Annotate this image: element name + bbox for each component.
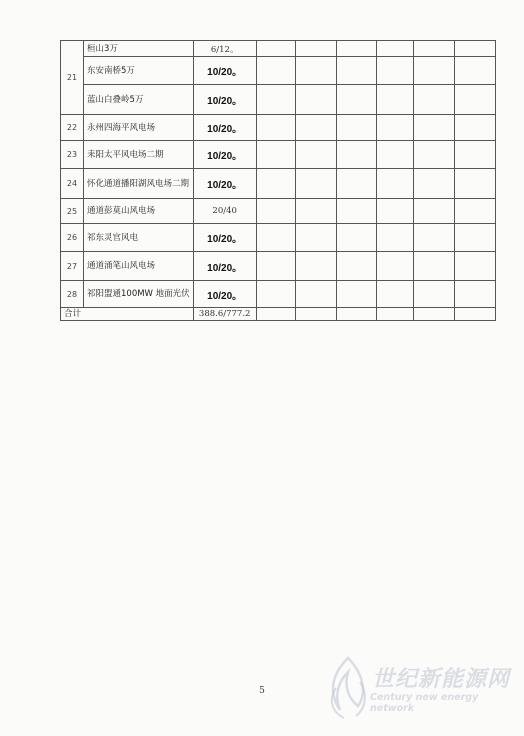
empty-cell (454, 281, 495, 308)
empty-cell (454, 252, 495, 281)
empty-cell (454, 169, 495, 199)
flame-logo-icon (318, 652, 378, 724)
empty-cell (336, 57, 376, 85)
project-name: 通道彭莫山风电场 (84, 199, 194, 224)
empty-cell (413, 141, 454, 169)
empty-cell (336, 41, 376, 57)
empty-cell (376, 281, 413, 308)
project-name: 祁东灵官风电 (84, 224, 194, 252)
capacity-value: 10/20。 (193, 115, 256, 141)
empty-cell (376, 169, 413, 199)
empty-cell (376, 141, 413, 169)
empty-cell (256, 57, 295, 85)
row-number: 28 (61, 281, 84, 308)
empty-cell (256, 252, 295, 281)
capacity-value: 10/20。 (193, 281, 256, 308)
empty-cell (336, 308, 376, 321)
empty-cell (336, 224, 376, 252)
capacity-value: 10/20。 (193, 85, 256, 115)
empty-cell (295, 141, 336, 169)
empty-cell (295, 252, 336, 281)
empty-cell (413, 57, 454, 85)
empty-cell (454, 85, 495, 115)
empty-cell (454, 57, 495, 85)
watermark (318, 652, 518, 724)
empty-cell (256, 115, 295, 141)
empty-cell (295, 224, 336, 252)
empty-cell (454, 199, 495, 224)
project-name: 永州四海平风电场 (84, 115, 194, 141)
empty-cell (413, 169, 454, 199)
table-row (61, 115, 496, 141)
project-name: 蓝山白叠岭5万 (84, 85, 194, 115)
empty-cell (454, 224, 495, 252)
empty-cell (336, 141, 376, 169)
empty-cell (256, 141, 295, 169)
capacity-value: 10/20。 (193, 141, 256, 169)
total-label: 合计 (61, 308, 194, 321)
empty-cell (376, 224, 413, 252)
watermark-subtitle: Century new energy network (370, 692, 479, 714)
row-number: 21 (61, 41, 84, 115)
empty-cell (413, 199, 454, 224)
empty-cell (336, 115, 376, 141)
empty-cell (256, 85, 295, 115)
empty-cell (413, 41, 454, 57)
empty-cell (376, 57, 413, 85)
capacity-value: 10/20。 (193, 224, 256, 252)
watermark-title: 世纪新能源网 (372, 667, 511, 692)
project-name: 怀化通道播阳湖风电场二期 (84, 169, 194, 199)
empty-cell (336, 252, 376, 281)
empty-cell (336, 199, 376, 224)
project-name: 桓山3万 (84, 41, 194, 57)
empty-cell (256, 169, 295, 199)
empty-cell (376, 85, 413, 115)
empty-cell (336, 85, 376, 115)
empty-cell (295, 85, 336, 115)
empty-cell (295, 41, 336, 57)
empty-cell (376, 199, 413, 224)
capacity-value: 20/40 (193, 199, 256, 224)
empty-cell (413, 85, 454, 115)
empty-cell (295, 199, 336, 224)
row-number: 26 (61, 224, 84, 252)
row-number: 23 (61, 141, 84, 169)
table-row (61, 252, 496, 281)
empty-cell (454, 141, 495, 169)
empty-cell (295, 57, 336, 85)
page-number: 5 (259, 686, 265, 696)
project-name: 东安南桥5万 (84, 57, 194, 85)
row-number: 25 (61, 199, 84, 224)
empty-cell (295, 281, 336, 308)
project-name: 通道涌笔山风电场 (84, 252, 194, 281)
empty-cell (413, 252, 454, 281)
empty-cell (256, 281, 295, 308)
table-row (61, 199, 496, 224)
table-row (61, 57, 496, 85)
empty-cell (256, 308, 295, 321)
empty-cell (256, 224, 295, 252)
empty-cell (376, 308, 413, 321)
row-number: 27 (61, 252, 84, 281)
empty-cell (413, 281, 454, 308)
empty-cell (454, 308, 495, 321)
empty-cell (256, 199, 295, 224)
empty-cell (413, 308, 454, 321)
empty-cell (413, 115, 454, 141)
capacity-value: 10/20。 (193, 252, 256, 281)
table-row (61, 41, 496, 57)
empty-cell (336, 169, 376, 199)
empty-cell (336, 281, 376, 308)
project-name: 祁阳盟通100MW 地面光伏 (84, 281, 194, 308)
total-capacity: 388.6/777.2 (193, 308, 256, 321)
table-row (61, 224, 496, 252)
project-table (60, 40, 496, 321)
table-row (61, 85, 496, 115)
total-row (61, 308, 496, 321)
capacity-value: 10/20。 (193, 57, 256, 85)
capacity-value: 6/12。 (193, 41, 256, 57)
empty-cell (376, 41, 413, 57)
row-number: 22 (61, 115, 84, 141)
empty-cell (413, 224, 454, 252)
empty-cell (454, 41, 495, 57)
empty-cell (376, 115, 413, 141)
empty-cell (295, 169, 336, 199)
row-number: 24 (61, 169, 84, 199)
empty-cell (454, 115, 495, 141)
empty-cell (376, 252, 413, 281)
table-row (61, 281, 496, 308)
empty-cell (295, 308, 336, 321)
table-row (61, 141, 496, 169)
empty-cell (256, 41, 295, 57)
project-name: 耒阳太平风电场二期 (84, 141, 194, 169)
capacity-value: 10/20。 (193, 169, 256, 199)
table-row (61, 169, 496, 199)
empty-cell (295, 115, 336, 141)
